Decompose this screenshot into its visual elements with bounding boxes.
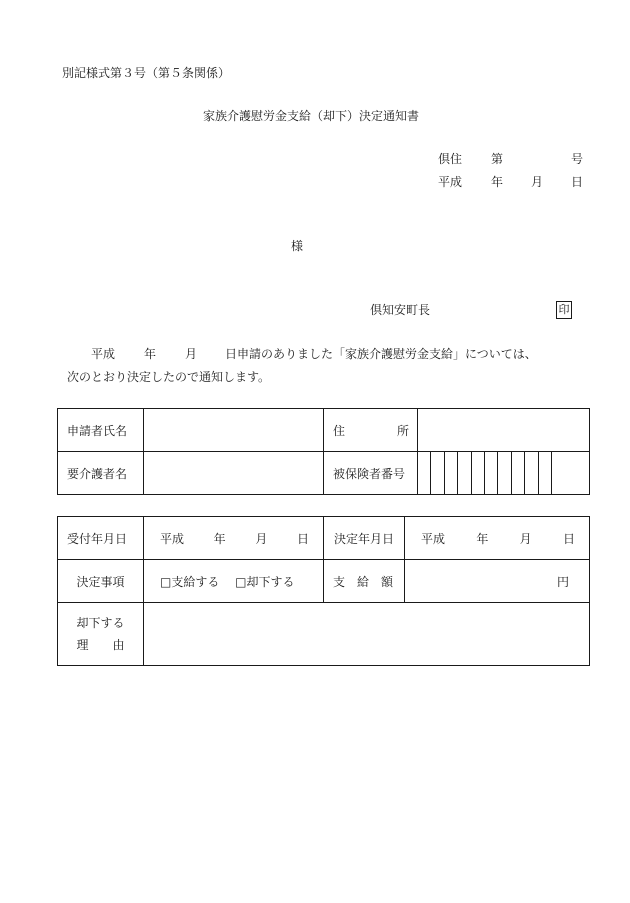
digit-cell[interactable] [497, 452, 510, 494]
digit-cell[interactable] [471, 452, 484, 494]
received-date-month: 月 [255, 531, 268, 546]
decision-table [57, 516, 590, 666]
received-date-year: 年 [213, 531, 226, 546]
received-date-field[interactable] [144, 517, 324, 560]
decision-date-month: 月 [519, 531, 532, 546]
issue-date-month: 月 [531, 175, 544, 189]
doc-ref-dai: 第 [491, 152, 504, 166]
rejection-reason-label [58, 603, 144, 666]
body-line-1: 日申請のありました「家族介護慰労金支給」については、 [225, 347, 537, 361]
form-number: 別記様式第３号（第５条関係） [62, 66, 231, 80]
decision-date-era: 平成 [421, 531, 446, 546]
received-date-label: 受付年月日 [58, 517, 144, 560]
applicant-name-label: 申請者氏名 [58, 409, 144, 452]
doc-ref-prefix: 倶住 [438, 152, 463, 166]
insured-number-label: 被保険者番号 [324, 452, 418, 495]
body-line-2: 次のとおり決定したので通知します。 [67, 370, 271, 384]
rejection-reason-label-1: 却下する [76, 616, 125, 630]
issue-date-era: 平成 [438, 175, 463, 189]
rejection-reason-field[interactable] [144, 603, 590, 666]
decision-date-year: 年 [476, 531, 489, 546]
received-date-era: 平成 [160, 531, 185, 546]
payment-amount-label: 支 給 額 [324, 560, 405, 603]
issue-date-day: 日 [571, 175, 584, 189]
digit-cell[interactable] [524, 452, 537, 494]
reject-option-checkbox[interactable]: □却下する [235, 574, 295, 589]
digit-cell[interactable] [444, 452, 457, 494]
seal-mark: 印 [556, 301, 572, 319]
decision-options [144, 560, 324, 603]
payment-amount-field[interactable] [405, 560, 590, 603]
decision-date-field[interactable] [405, 517, 590, 560]
applicant-table [57, 408, 590, 495]
rejection-reason-label-2: 理 由 [76, 638, 125, 652]
digit-cell[interactable] [418, 452, 430, 494]
digit-cell[interactable] [551, 452, 589, 494]
address-field[interactable] [418, 409, 590, 452]
care-recipient-field[interactable] [144, 452, 324, 495]
insured-number-field[interactable] [418, 452, 590, 495]
issue-date-year: 年 [491, 175, 504, 189]
address-label-2: 所 [396, 423, 409, 438]
care-recipient-label: 要介護者名 [58, 452, 144, 495]
digit-cell[interactable] [457, 452, 470, 494]
decision-date-label: 決定年月日 [324, 517, 405, 560]
body-month: 月 [185, 347, 198, 361]
pay-option-checkbox[interactable]: □支給する [160, 574, 220, 589]
decision-item-label: 決定事項 [58, 560, 144, 603]
received-date-day: 日 [296, 531, 309, 546]
digit-cell[interactable] [538, 452, 551, 494]
digit-cell[interactable] [484, 452, 497, 494]
doc-ref-go: 号 [571, 152, 584, 166]
document-title: 家族介護慰労金支給（却下）決定通知書 [203, 109, 420, 123]
insured-number-cells [418, 452, 589, 494]
address-label [324, 409, 418, 452]
body-era: 平成 [91, 347, 116, 361]
digit-cell[interactable] [511, 452, 524, 494]
applicant-name-field[interactable] [144, 409, 324, 452]
currency-unit: 円 [556, 574, 569, 589]
body-year: 年 [144, 347, 157, 361]
address-label-1: 住 [333, 423, 346, 438]
issuer-name: 倶知安町長 [370, 303, 431, 317]
digit-cell[interactable] [430, 452, 443, 494]
addressee-honorific: 様 [291, 239, 304, 253]
decision-date-day: 日 [562, 531, 575, 546]
